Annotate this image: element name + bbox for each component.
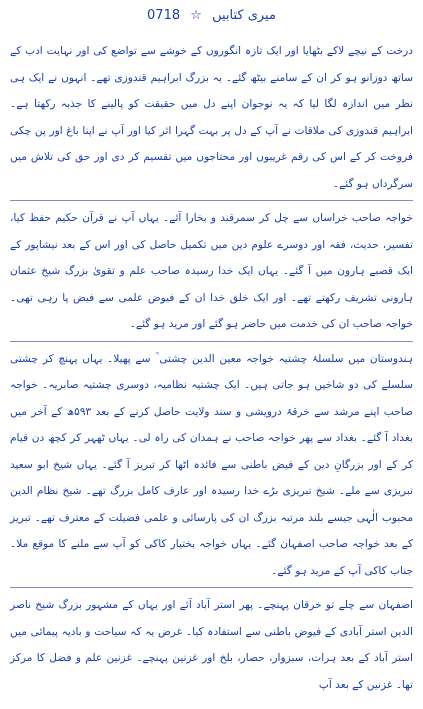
star-icon: ☆ bbox=[190, 8, 202, 23]
paragraph-text: خواجہ صاحب خراساں سے چل کر سمرقند و بخارا آئے۔ یہاں آپ نے قرآن حکیم حفظ کیا، تفسیر، حدیث، فقہ اور دوسرے علوم دین میں تکمیل حاصل کی اور اس کے بعد نیشاپور کے ایک قصبے ہارون میں آ گئے۔ یہاں ایک خدا رسیدہ صاحب علم و تقویٰ بزرگ شیخ عثمان ہارونی تشریف رکھتے تھے۔ اور ایک خلق خدا ان کے فیوض علمی سے فیض پا رہی تھی۔ خواجہ صاحب ان کی خدمت میں حاضر ہو گئے اور مرید ہو گئے۔ bbox=[10, 212, 413, 330]
paragraph-text: ہندوستان میں سلسلۂ چشتیہ خواجہ معین الدین چشتی ؒ سے پھیلا۔ یہاں پہنچ کر چشتی سلسلے کی دو شاخیں ہو جاتی ہیں۔ ایک چشتیہ نظامیہ، دوسری چشتیہ صابریہ۔ خواجہ صاحب اپنے مرشد سے خرقۂ درویشی و سند ولایت حاصل کرنے کے بعد ۵۹۳ھ کے آخر میں بغداد آ گئے۔ بغداد سے پھر خواجہ صاحب نے ہمدان کی راہ لی۔ یہاں ٹھہر کر کچھ دن قیام کر کے اور بزرگانِ دین کے فیض باطنی سے فائدہ اٹھا کر تبریز آ گئے۔ یہاں شیخ ابو سعید تبریزی سے ملے۔ شیخ تبریزی بڑے خدا رسیدہ اور عارف کامل بزرگ تھے۔ شیخ نظام الدین محبوب الٰہی جیسے بلند مرتبہ بزرگ ان کی پارسائی و علمی فضیلت کے معترف تھے۔ تبریز کے بعد خواجہ صاحب اصفہان گئے۔ یہاں خواجہ بختیار کاکی کو آپ سے ملنے کا موقع ملا۔ جناب کاکی آپ کے مرید ہو گئے۔ bbox=[10, 352, 413, 577]
divider bbox=[10, 341, 413, 342]
book-title: میری کتابیں bbox=[212, 8, 276, 23]
page-header bbox=[10, 6, 413, 28]
paragraph-1 bbox=[10, 38, 413, 197]
page-number: 0718 bbox=[147, 8, 181, 23]
paragraph-3 bbox=[10, 346, 413, 585]
paragraph-text: درخت کے نیچے لاکے بٹھایا اور ایک تازہ انگوروں کے خوشے سے تواضع کی اور نہایت ادب کے ساتھ دوزانو ہو کر ان کے سامنے بیٹھ گئے۔ یہ بزرگ ابراہیم قندوزی تھے۔ انہوں نے ایک ہی نظر میں اندازہ لگا لیا کہ یہ نوجوان اپنے دل میں حقیقت کو پالینے کا جذبہ رکھتا ہے۔ ابراہیم قندوزی کی ملاقات نے آپ کے دل پر بہت گہرا اثر کیا اور آپ نے اپنا باغ اور پن چکی فروخت کر کے اس کی رقم غریبوں اور محتاجوں میں تقسیم کر دی اور حق کی تلاش میں سرگرداں ہو گئے۔ bbox=[10, 45, 413, 190]
paragraph-4 bbox=[10, 592, 413, 698]
paragraph-text: اصفہان سے چلے تو خرقان پہنچے۔ پھر استر آباد آئے اور یہاں کے مشہور بزرگ شیخ ناصر الدین استر آبادی کے فیوض باطنی سے استفادہ کیا۔ غرض یہ کہ سیاحت و بادیہ پیمائی میں استر آباد کے بعد ہرات، سبزوار، حصار، بلخ اور غزنین پہنچے۔ غزنین علم و فضل کا مرکز تھا۔ غزنین کے بعد آپ bbox=[10, 599, 413, 691]
paragraph-2 bbox=[10, 205, 413, 338]
divider bbox=[10, 587, 413, 588]
divider bbox=[10, 200, 413, 201]
